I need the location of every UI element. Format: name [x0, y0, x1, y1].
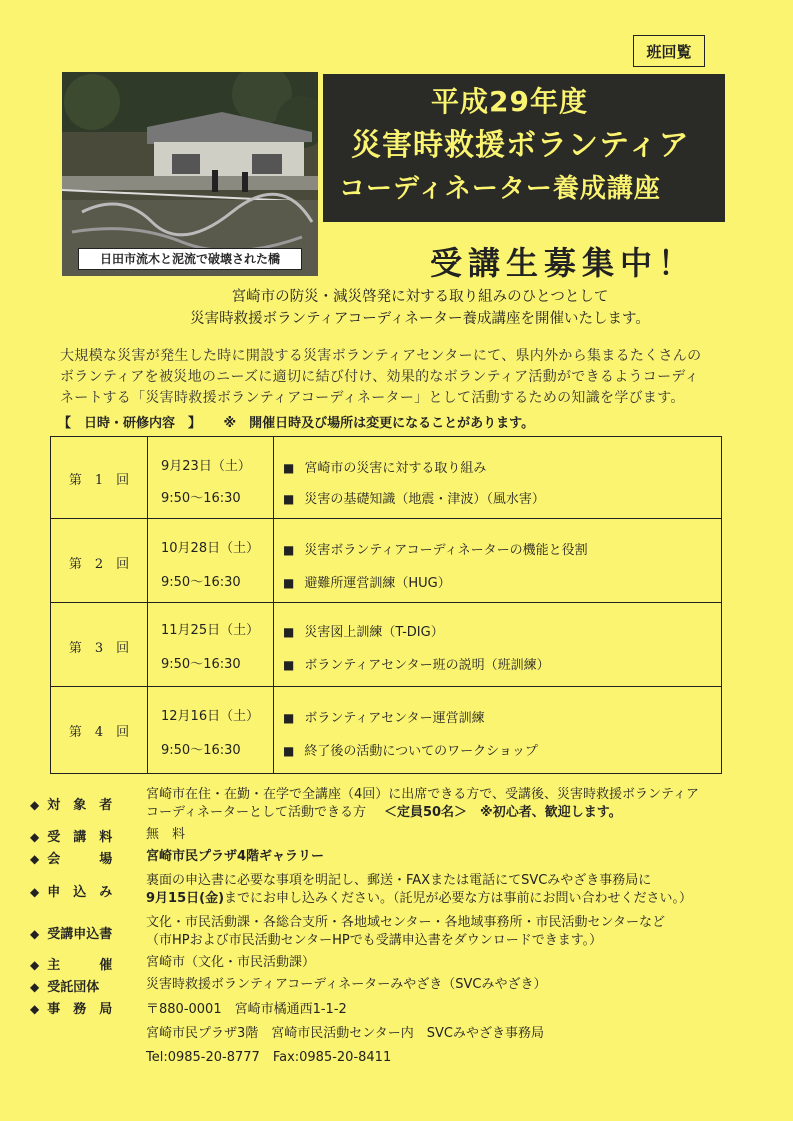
circulation-badge: 班回覧 [633, 35, 705, 67]
session-row [51, 687, 721, 773]
session-round: 第 1 回 [68, 473, 130, 488]
session-item: ■ 災害図上訓練（T-DIG） [283, 621, 444, 640]
target-line-1: 宮崎市在住・在勤・在学で全講座（4回）に出席できる方で、受講後、災害時救援ボランティア [146, 787, 699, 802]
session-item: ■ 終了後の活動についてのワークショップ [283, 740, 538, 759]
session-item: ■ ボランティアセンター班の説明（班訓練） [283, 654, 550, 673]
session-item: ■ 避難所運営訓練（HUG） [283, 572, 451, 591]
title-banner [323, 74, 725, 222]
target-line-2: コーディネーターとして活動できる方 [146, 805, 366, 820]
info-label: ◆ 受講申込書 [30, 923, 136, 942]
description-line-3: ネートする「災害時救援ボランティアコーディネーター」として活動するための知識を学びます。 [60, 390, 685, 406]
session-time: 9:50〜16:30 [161, 491, 241, 506]
session-time: 9:50〜16:30 [161, 743, 241, 758]
session-date: 11月25日（土） [161, 623, 260, 638]
description-line-2: ボランティアを被災地のニーズに適切に結び付け、効果的なボランティア活動ができるようコーディ [60, 369, 699, 385]
contractor-value: 災害時救援ボランティアコーディネーターみやざき（SVCみやざき） [146, 977, 547, 992]
info-label: ◆ 対 象 者 [30, 794, 136, 813]
form-line-1: 文化・市民活動課・各総合支所・各地域センター・各地域事務所・市民活動センターなど [146, 915, 665, 930]
apply-line-1: 裏面の申込書に必要な事項を明記し、郵送・FAXまたは電話にてSVCみやざき事務局に [146, 873, 652, 888]
info-label: ◆ 申 込 み [30, 881, 136, 900]
fee-value: 無 料 [146, 827, 186, 842]
apply-line-2: までにお申し込みください。（託児が必要な方は事前にお問い合わせください。） [224, 891, 693, 906]
description-line-1: 大規模な災害が発生した時に開設する災害ボランティアセンターにて、県内外から集まるたくさんの [60, 348, 702, 364]
session-time: 9:50〜16:30 [161, 657, 241, 672]
office-contact: Tel:0985-20-8777 Fax:0985-20-8411 [146, 1050, 392, 1065]
session-row [51, 603, 721, 687]
apply-deadline: 9月15日(金) [146, 891, 225, 906]
schedule-note: ※ 開催日時及び場所は変更になることがあります。 [223, 416, 535, 431]
info-label: ◆ 会 場 [30, 848, 136, 867]
intro-line-1: 宮崎市の防災・減災啓発に対する取り組みのひとつとして [231, 289, 609, 305]
title-year: 平成29年度 [431, 85, 588, 118]
host-value: 宮崎市（文化・市民活動課） [146, 955, 316, 970]
info-label: ◆ 事 務 局 [30, 998, 136, 1017]
session-item: ■ 災害ボランティアコーディネーターの機能と役割 [283, 539, 588, 558]
session-time: 9:50〜16:30 [161, 575, 241, 590]
intro-line-2: 災害時救援ボランティアコーディネーター養成講座を開催いたします。 [190, 311, 650, 327]
schedule-heading [58, 412, 552, 431]
session-round: 第 4 回 [68, 725, 130, 740]
session-row [51, 437, 721, 519]
recruit-heading: 受講生募集中！ [430, 244, 697, 282]
info-label: ◆ 受 講 料 [30, 826, 136, 845]
office-address: 〒880-0001 宮崎市橘通西1-1-2 [146, 1002, 347, 1017]
session-round: 第 2 回 [68, 557, 130, 572]
title-sub: コーディネーター養成講座 [339, 174, 661, 204]
session-item: ■ 宮崎市の災害に対する取り組み [283, 457, 486, 476]
description [60, 346, 750, 409]
form-line-2: （市HPおよび市民活動センターHPでも受講申込書をダウンロードできます。） [146, 933, 603, 948]
photo-caption: 日田市流木と泥流で破壊された橋 [78, 248, 302, 270]
bridge-photo [62, 72, 318, 276]
session-item: ■ ボランティアセンター運営訓練 [283, 707, 485, 726]
info-label: ◆ 受託団体 [30, 976, 136, 995]
info-label: ◆ 主 催 [30, 954, 136, 973]
session-item: ■ 災害の基礎知識（地震・津波）（風水害） [283, 488, 545, 507]
schedule-table [50, 436, 722, 774]
session-row [51, 519, 721, 603]
capacity-note: ＜定員50名＞ ※初心者、歓迎します。 [383, 805, 622, 820]
session-date: 10月28日（土） [161, 541, 260, 556]
venue-value: 宮崎市民プラザ4階ギャラリー [146, 849, 325, 864]
office-location: 宮崎市民プラザ3階 宮崎市民活動センター内 SVCみやざき事務局 [146, 1026, 544, 1041]
session-date: 9月23日（土） [161, 459, 251, 474]
session-round: 第 3 回 [68, 641, 130, 656]
title-main: 災害時救援ボランティア [351, 128, 690, 163]
schedule-title: 【 日時・研修内容 】 [58, 416, 202, 431]
session-date: 12月16日（土） [161, 709, 260, 724]
